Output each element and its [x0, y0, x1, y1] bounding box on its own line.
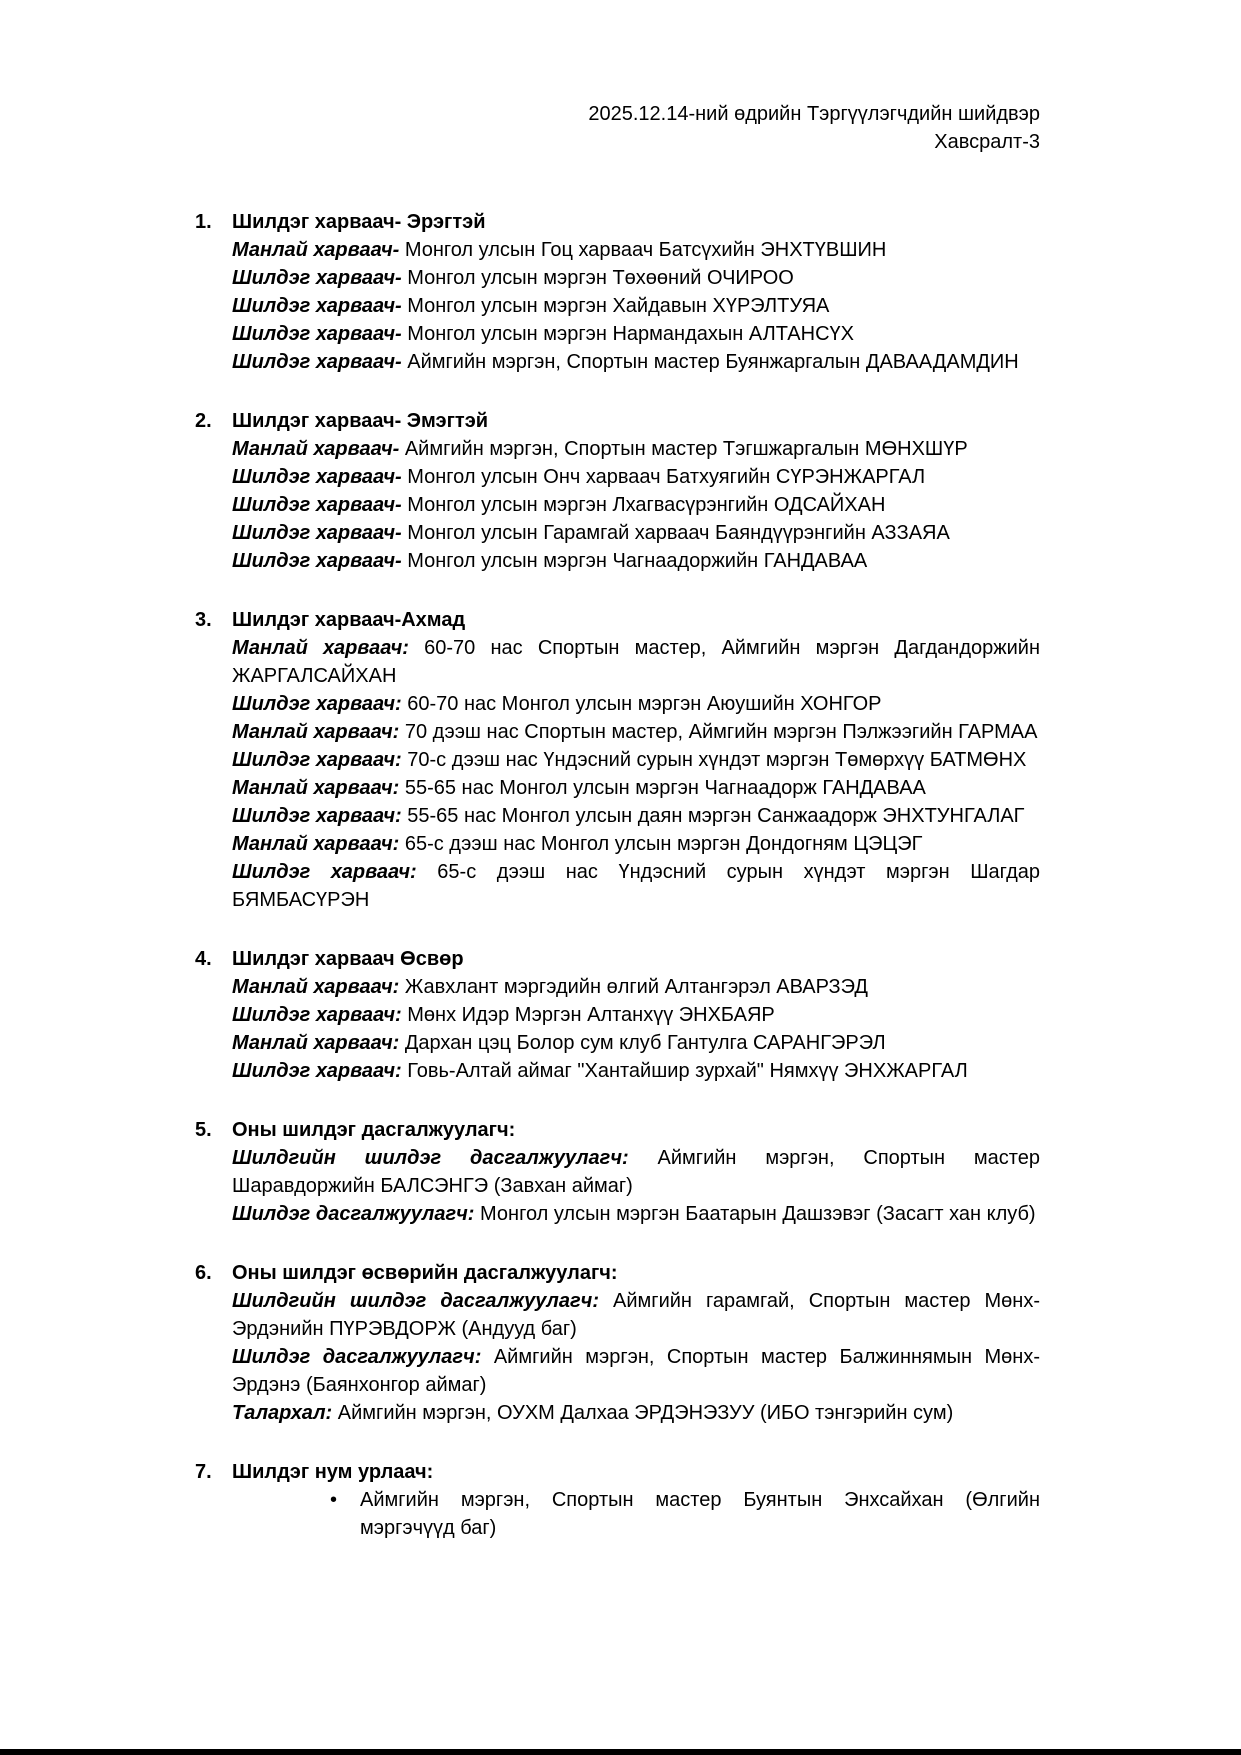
entry — [232, 802, 1040, 830]
entry — [232, 1287, 1040, 1343]
section-3 — [195, 606, 1040, 914]
section-number: 4. — [195, 948, 212, 970]
entry — [232, 1343, 1040, 1399]
section-heading — [195, 1116, 1040, 1144]
section-1 — [195, 208, 1040, 376]
entry-label: Шилдэг харваач- — [232, 466, 402, 488]
entry-label: Шилдэг харваач: — [232, 693, 402, 715]
section-number: 6. — [195, 1262, 212, 1284]
entry-label: Шилдэг харваач- — [232, 323, 402, 345]
section-heading — [195, 407, 1040, 435]
entry — [232, 264, 1040, 292]
entry — [232, 718, 1040, 746]
entry-text: 70-с дээш нас Үндэсний сурын хүндэт мэргэн Төмөрхүү БАТМӨНХ — [407, 749, 1027, 771]
entry-text: Аймгийн мэргэн, Спортын мастер Шаравдоржийн БАЛСЭНГЭ (Завхан аймаг) — [232, 1147, 1040, 1197]
entry — [232, 348, 1040, 376]
entry-label: Шилдгийн шилдэг дасгалжуулагч: — [232, 1147, 629, 1169]
entry-label: Манлай харваач- — [232, 239, 400, 261]
entry-text: 65-с дээш нас Монгол улсын мэргэн Дондогням ЦЭЦЭГ — [404, 833, 923, 855]
section-4 — [195, 945, 1040, 1085]
entry-text: Монгол улсын мэргэн Лхагвасүрэнгийн ОДСАЙХАН — [407, 494, 886, 516]
entry-label: Шилдэг харваач: — [232, 1060, 402, 1082]
section-title: Шилдэг харваач- Эмэгтэй — [232, 410, 489, 432]
entry-text: Монгол улсын Онч харваач Батхуягийн СҮРЭНЖАРГАЛ — [407, 466, 926, 488]
section-title: Шилдэг нум урлаач: — [232, 1461, 434, 1483]
entry-text: Дархан цэц Болор сум клуб Гантулга САРАНГЭРЭЛ — [404, 1032, 886, 1054]
section-number: 5. — [195, 1119, 212, 1141]
entry-text: Аймгийн мэргэн, Спортын мастер Тэгшжаргалын МӨНХШҮР — [404, 438, 968, 460]
entry-label: Манлай харваач: — [232, 833, 400, 855]
entry — [232, 320, 1040, 348]
entry-label: Шилдэг харваач- — [232, 550, 402, 572]
entry-label: Шилдэг харваач- — [232, 522, 402, 544]
entry-label: Шилдэг харваач- — [232, 295, 402, 317]
entry-text: Аймгийн мэргэн, ОУХМ Далхаа ЭРДЭНЭЗУУ (ИБО тэнгэрийн сум) — [337, 1402, 954, 1424]
section-2 — [195, 407, 1040, 575]
entry-label: Шилдэг харваач- — [232, 351, 402, 373]
header-decision-line: 2025.12.14-ний өдрийн Тэргүүлэгчдийн шийдвэр — [588, 103, 1040, 125]
section-title: Оны шилдэг дасгалжуулагч: — [232, 1119, 516, 1141]
entry — [232, 973, 1040, 1001]
section-5 — [195, 1116, 1040, 1228]
entry-text: Аймгийн гарамгай, Спортын мастер Мөнх-Эрдэнийн ПҮРЭВДОРЖ (Андууд баг) — [232, 1290, 1040, 1340]
entry-text: Аймгийн мэргэн, Спортын мастер Балжиннямын Мөнх-Эрдэнэ (Баянхонгор аймаг) — [232, 1346, 1041, 1396]
entry — [232, 634, 1040, 690]
entry-label: Манлай харваач: — [232, 637, 409, 659]
entry — [232, 858, 1040, 914]
entry-text: 60-70 нас Монгол улсын мэргэн Аюушийн ХОНГОР — [407, 693, 882, 715]
entry-text: Монгол улсын мэргэн Чагнаадоржийн ГАНДАВАА — [407, 550, 868, 572]
entry — [232, 1001, 1040, 1029]
entry-text: Говь-Алтай аймаг "Хантайшир зурхай" Нямхүү ЭНХЖАРГАЛ — [407, 1060, 968, 1082]
entry-label: Манлай харваач: — [232, 1032, 400, 1054]
entry — [232, 774, 1040, 802]
entry-text: Аймгийн мэргэн, Спортын мастер Буянжаргалын ДАВААДАМДИН — [407, 351, 1019, 373]
entry — [232, 1144, 1040, 1200]
entry-label: Шилдэг харваач- — [232, 267, 402, 289]
section-title: Шилдэг харваач-Ахмад — [232, 609, 466, 631]
sections — [195, 208, 1040, 1542]
entry-text: Монгол улсын Гоц харваач Батсүхийн ЭНХТҮВШИН — [404, 239, 887, 261]
bullet-entry — [232, 1486, 1040, 1542]
entry — [232, 519, 1040, 547]
entry — [232, 236, 1040, 264]
section-heading — [195, 606, 1040, 634]
entry-text: Жавхлант мэргэдийн өлгий Алтангэрэл АВАРЗЭД — [404, 976, 868, 998]
entry — [232, 1200, 1040, 1228]
entry-label: Шилдэг харваач- — [232, 494, 402, 516]
entry-label: Шилдэг харваач: — [232, 861, 417, 883]
entry — [232, 690, 1040, 718]
entry-text: Мөнх Идэр Мэргэн Алтанхүү ЭНХБАЯР — [407, 1004, 775, 1026]
document-header — [195, 100, 1040, 156]
entry-label: Талархал: — [232, 1402, 333, 1424]
bottom-edge-bar — [0, 1749, 1241, 1755]
header-appendix-line: Хавсралт-3 — [934, 131, 1040, 153]
section-heading — [195, 1458, 1040, 1486]
entry-text: 70 дээш нас Спортын мастер, Аймгийн мэргэн Пэлжээгийн ГАРМАА — [404, 721, 1038, 743]
section-number: 3. — [195, 609, 212, 631]
section-heading — [195, 1259, 1040, 1287]
entry — [232, 746, 1040, 774]
section-title: Шилдэг харваач- Эрэгтэй — [232, 211, 486, 233]
section-7 — [195, 1458, 1040, 1542]
entry — [232, 463, 1040, 491]
section-heading — [195, 208, 1040, 236]
section-number: 2. — [195, 410, 212, 432]
entry-label: Шилдэг харваач: — [232, 749, 402, 771]
section-title: Оны шилдэг өсвөрийн дасгалжуулагч: — [232, 1262, 618, 1284]
entry — [232, 292, 1040, 320]
entry-label: Манлай харваач- — [232, 438, 400, 460]
entry-text: Монгол улсын мэргэн Төхөөний ОЧИРОО — [407, 267, 794, 289]
entry — [232, 830, 1040, 858]
section-title: Шилдэг харваач Өсвөр — [232, 948, 464, 970]
entry-text: Монгол улсын мэргэн Хайдавын ХҮРЭЛТУЯА — [407, 295, 830, 317]
entry-text: Монгол улсын мэргэн Баатарын Дашзэвэг (Засагт хан клуб) — [480, 1203, 1036, 1225]
entry-text: 65-с дээш нас Үндэсний сурын хүндэт мэргэн Шагдар БЯМБАСҮРЭН — [232, 861, 1040, 911]
entry-text: Монгол улсын Гарамгай харваач Баяндүүрэнгийн АЗЗАЯА — [407, 522, 950, 544]
entry-label: Шилдэг дасгалжуулагч: — [232, 1346, 482, 1368]
entry-label: Манлай харваач: — [232, 976, 400, 998]
entry — [232, 435, 1040, 463]
entry-label: Манлай харваач: — [232, 721, 400, 743]
entry — [232, 1399, 1040, 1427]
section-number: 1. — [195, 211, 212, 233]
entry-text: 55-65 нас Монгол улсын мэргэн Чагнаадорж ГАНДАВАА — [404, 777, 926, 799]
entry — [232, 1057, 1040, 1085]
section-heading — [195, 945, 1040, 973]
entry — [232, 547, 1040, 575]
section-6 — [195, 1259, 1040, 1427]
section-number: 7. — [195, 1461, 212, 1483]
entry-label: Манлай харваач: — [232, 777, 400, 799]
entry-label: Шилдэг харваач: — [232, 805, 402, 827]
entry — [232, 1029, 1040, 1057]
entry-text: Монгол улсын мэргэн Нармандахын АЛТАНСҮХ — [407, 323, 854, 345]
entry — [232, 491, 1040, 519]
entry-label: Шилдэг харваач: — [232, 1004, 402, 1026]
entry-text: 60-70 нас Спортын мастер, Аймгийн мэргэн Дагдандоржийн ЖАРГАЛСАЙХАН — [232, 637, 1041, 687]
entry-label: Шилдэг дасгалжуулагч: — [232, 1203, 475, 1225]
entry-text: Аймгийн мэргэн, Спортын мастер Буянтын Энхсайхан (Өлгийн мэргэчүүд баг) — [360, 1489, 1040, 1539]
bullet-icon: • — [330, 1489, 338, 1511]
entry-label: Шилдгийн шилдэг дасгалжуулагч: — [232, 1290, 599, 1312]
entry-text: 55-65 нас Монгол улсын даян мэргэн Санжаадорж ЭНХТУНГАЛАГ — [407, 805, 1025, 827]
